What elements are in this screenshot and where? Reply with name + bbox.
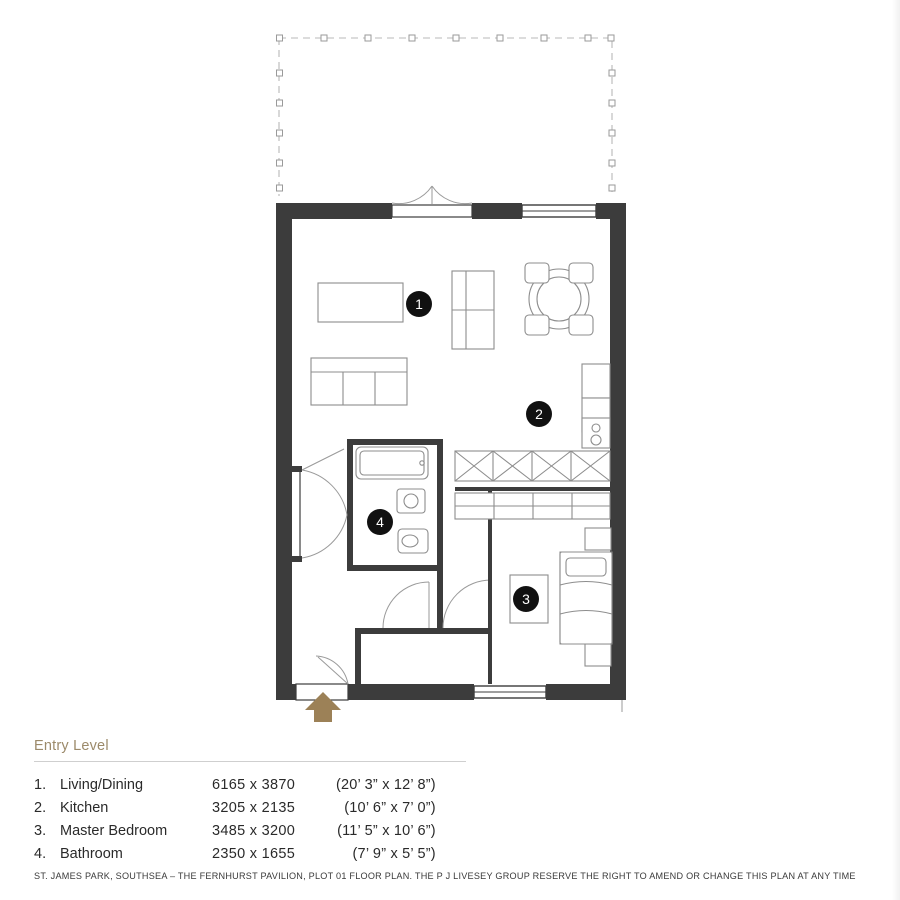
door-hall-left bbox=[383, 582, 429, 628]
furniture-living bbox=[311, 271, 494, 405]
terrace-outline bbox=[277, 35, 616, 196]
room-metric: 3205 x 2135 bbox=[212, 799, 296, 816]
french-doors-top bbox=[392, 186, 472, 217]
marker-1 bbox=[406, 291, 432, 317]
room-metric: 2350 x 1655 bbox=[212, 845, 296, 862]
legend bbox=[34, 738, 794, 865]
room-metric: 3485 x 3200 bbox=[212, 822, 296, 839]
table-row bbox=[34, 773, 436, 796]
room-name: Master Bedroom bbox=[60, 822, 168, 839]
furniture-kitchen bbox=[455, 364, 610, 519]
room-metric: 6165 x 3870 bbox=[212, 776, 296, 793]
marker-3 bbox=[513, 586, 539, 612]
room-index: 1. bbox=[34, 776, 47, 793]
room-imperial: (11’ 5” x 10’ 6”) bbox=[337, 822, 436, 839]
room-index: 4. bbox=[34, 845, 47, 862]
window-top bbox=[522, 205, 596, 217]
marker-1-label: 1 bbox=[415, 296, 423, 312]
room-index: 2. bbox=[34, 799, 47, 816]
room-index: 3. bbox=[34, 822, 47, 839]
room-name: Bathroom bbox=[60, 845, 123, 862]
marker-4-label: 4 bbox=[376, 514, 384, 530]
room-name: Kitchen bbox=[60, 799, 109, 816]
room-name: Living/Dining bbox=[60, 776, 144, 793]
table-row bbox=[34, 796, 436, 819]
door-bathroom bbox=[302, 449, 347, 558]
table-row bbox=[34, 842, 436, 865]
room-imperial: (20’ 3” x 12’ 8”) bbox=[336, 776, 436, 793]
room-imperial: (7’ 9” x 5’ 5”) bbox=[352, 845, 436, 862]
window-bottom bbox=[474, 686, 546, 698]
furniture-dining bbox=[525, 263, 593, 335]
marker-3-label: 3 bbox=[522, 591, 530, 607]
room-imperial: (10’ 6” x 7’ 0”) bbox=[344, 799, 436, 816]
disclaimer-text: ST. JAMES PARK, SOUTHSEA – THE FERNHURST PAVILION, PLOT 01 FLOOR PLAN. THE P J LIVESEY GROUP RESERVE THE RIGHT TO AMEND OR CHANGE THIS PLAN AT ANY TIME bbox=[34, 871, 856, 881]
furniture-bathroom bbox=[356, 447, 428, 553]
legend-divider bbox=[34, 761, 466, 762]
marker-4 bbox=[367, 509, 393, 535]
room-schedule-table bbox=[34, 773, 436, 865]
legend-title: Entry Level bbox=[34, 738, 109, 754]
table-row bbox=[34, 819, 436, 842]
door-bedroom bbox=[443, 580, 491, 628]
marker-2-label: 2 bbox=[535, 406, 543, 422]
marker-2 bbox=[526, 401, 552, 427]
